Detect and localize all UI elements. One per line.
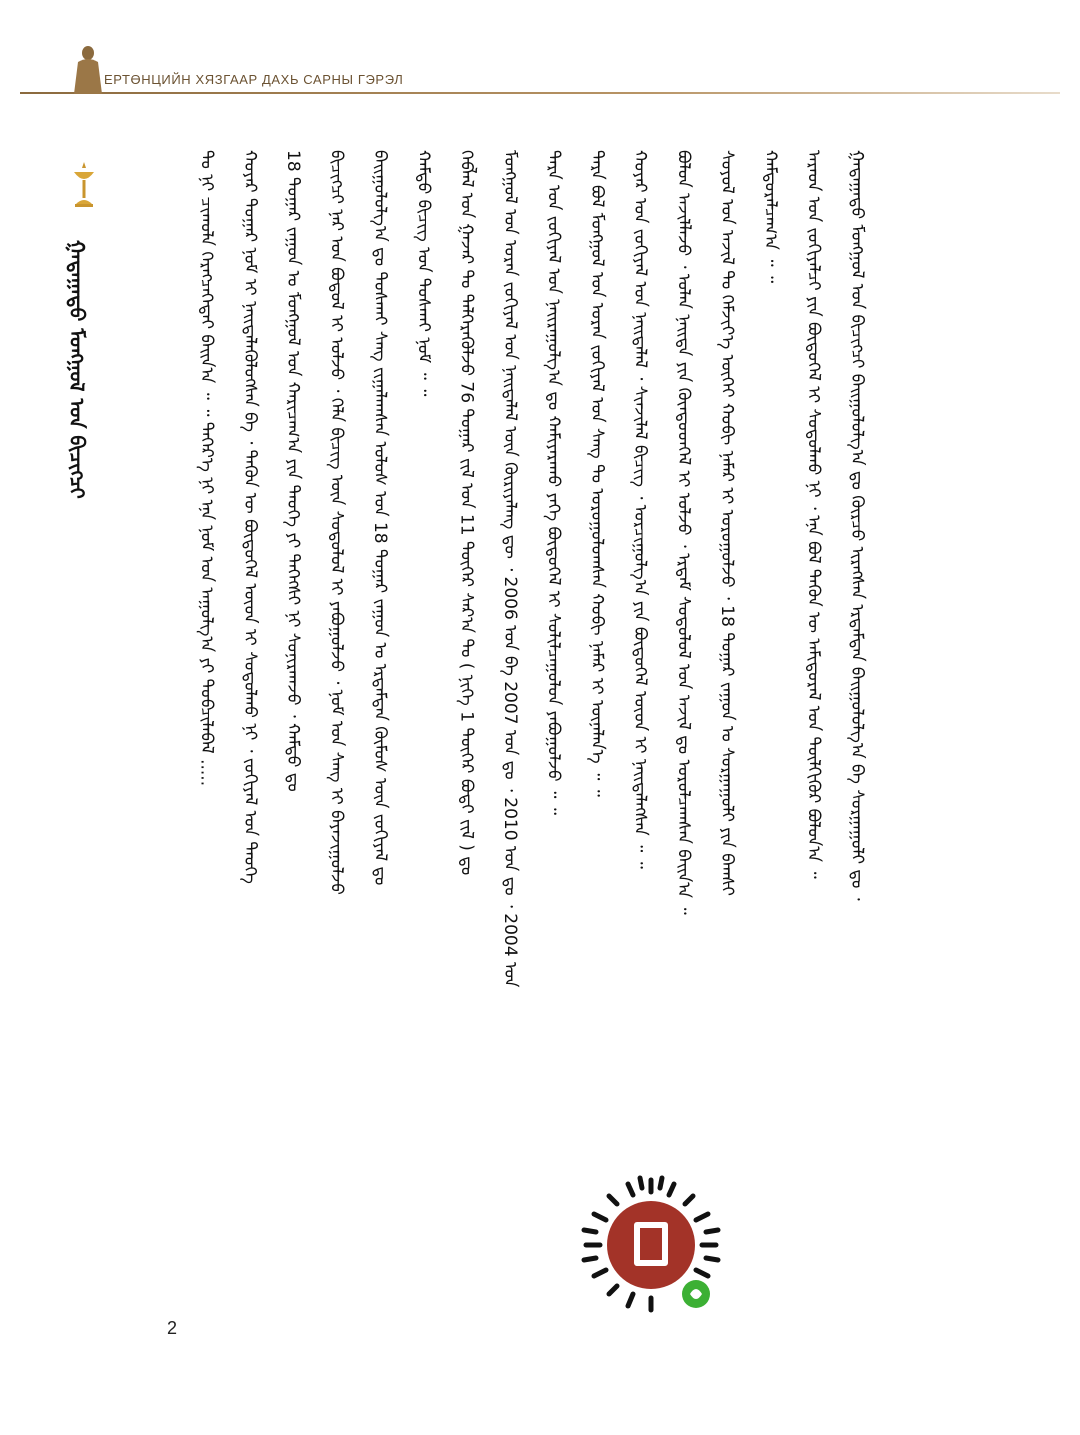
text-column: ᠬᠣᠶᠠᠷ ᠳᠤᠭᠠᠷ ᠨᠣᠮ ᠢ ᠨᠡᠢᠲᠡᠯᠡᠭᠦᠯᠦᠭᠰᠡᠨ ᠪᠠ ᠂ ᠲᠡᠭᠦᠨ ᠦ ᠪᠦᠲᠦᠭᠡᠯ ᠦᠳ ᠢ ᠰᠣᠳᠤᠯᠬᠤ ᠨᠢ ᠂ ᠵᠣᠬᠢᠶᠠᠯ ᠤᠨ ᠲᠡᠦᠬᠡ (239, 150, 260, 884)
text-column: ᠠᠷᠠᠳ ᠤᠨ ᠵᠣᠬᠢᠶᠠᠯᠴᠢ ᠶᠢᠨ ᠪᠦᠲᠦᠭᠡᠯ ᠢ ᠰᠣᠳᠤᠯᠬᠤ ᠨᠢ ᠂ ᠡᠨᠡ ᠪᠣᠯ ᠲᠡᠭᠦᠨ ᠦ ᠠᠮᠢᠳᠤᠷᠠᠯ ᠤᠨ ᠲᠦᠯᠬᠢᠭᠦᠷ ᠪᠣᠯᠤᠨ᠎ᠠ ᠃ (803, 150, 824, 879)
text-column: ᠮᠣᠩᠭᠤᠯ ᠤᠨ ᠤᠷᠠᠨ ᠵᠣᠬᠢᠶᠠᠯ ᠤᠨ ᠨᠡᠢᠲᠡᠯᠡᠯ ᠦᠨ ᠬᠦᠷᠢᠶᠡᠯᠡᠩ ᠳᠦ ᠂ 2006 ᠣᠨ ᠪᠠ 2007 ᠣᠨ ᠳᠤ ᠂ 2010 ᠣᠨ ᠳᠤ ᠂ 2004 ᠣᠨ (500, 150, 520, 988)
running-title: ЕРТӨНЦИЙН ХЯЗГААР ДАХЬ САРНЫ ГЭРЭЛ (104, 72, 404, 87)
header-rule (20, 92, 1060, 94)
text-column: ᠰᠣᠶᠣᠯ ᠤᠨ ᠠᠵᠢᠯ ᠲᠤ ᠬᠡᠮᠵᠢᠶ᠎ᠡ ᠦᠭᠡᠢ ᠬᠤᠪᠢ ᠨᠡᠮᠡᠷ ᠢ ᠣᠷᠣᠭᠤᠯᠵᠤ ᠂ 18 ᠳᠤᠭᠠᠷ ᠵᠠᠭᠤᠨ ᠤ ᠰᠤᠷᠭᠠᠭᠤᠯᠢ ᠶᠢᠨ ᠪᠠᠭᠰᠢ (716, 150, 737, 896)
page-number: 2 (167, 1318, 178, 1338)
text-column: ᠬᠠᠮᠲᠤᠷᠠᠯᠴᠠᠭ᠎ᠠ ᠃ ᠃ (760, 150, 781, 284)
text-column: ᠬᠡᠪᠯᠡᠯ ᠤᠨ ᠭᠠᠵᠠᠷ ᠲᠤ ᠳᠡᠯᠭᠡᠷᠡᠭᠦᠯᠵᠦ 76 ᠳᠤᠭᠠᠷ ᠵᠢᠯ ᠤᠨ 11 ᠳᠦᠭᠡᠷ ᠰᠠᠷ᠎ᠠ ᠲᠤ ( ᠨᠢᠭᠡ 1 ᠳᠦᠭᠡᠷ ᠪᠣᠳᠢ ᠵᠢᠯ ) ᠳᠤ (456, 150, 477, 876)
text-column: ᠪᠠᠢᠭᠤᠯᠤᠯᠭ᠎ᠠ ᠳᠤ ᠲᠤᠰᠬᠠᠢ ᠰᠠᠩ ᠵᠢᠭᠠᠯᠠᠭᠰᠠᠨ ᠤᠯᠤᠰ ᠤᠨ 18 ᠳᠤᠭᠠᠷ ᠵᠠᠭᠤᠨ ᠤ ᠡᠷᠳᠡᠮᠲᠡᠨ ᠬᠦᠮᠦᠰ ᠦᠨ ᠵᠣᠬᠢᠶᠠᠯ ᠳᠤ (369, 150, 390, 886)
text-column: ᠪᠢᠴᠢᠭᠴᠢ ᠨᠠᠷ ᠤᠨ ᠪᠣᠳᠤᠯ ᠢ ᠣᠯᠵᠤ ᠂ ᠬᠡᠯᠡ ᠪᠢᠴᠢᠭ᠌ ᠦᠨ ᠰᠤᠳᠤᠯᠤᠯ ᠢ ᠶᠠᠪᠤᠭᠤᠯᠵᠤ ᠂ ᠨᠣᠮ ᠤᠨ ᠰᠠᠩ ᠢ ᠪᠠᠶᠠᠵᠢᠭᠤᠯᠵᠤ (326, 150, 347, 895)
mini-program-qr-code[interactable] (578, 1172, 724, 1318)
text-column: 18 ᠳᠤᠭᠠᠷ ᠵᠠᠭᠤᠨ ᠤ ᠮᠣᠩᠭᠤᠯ ᠤᠨ ᠬᠠᠷᠢᠴᠠᠭ᠎ᠠ ᠶᠢᠨ ᠲᠡᠦᠬᠡ ᠶᠢ ᠳᠡᠭᠡᠭᠰᠢ ᠨᠢ ᠰᠣᠨᠢᠷᠬᠠᠵᠤ ᠂ ᠬᠠᠮᠲᠤ ᠳᠤ (283, 150, 304, 792)
text-column: ᠬᠠᠮᠲᠤ ᠪᠢᠴᠢᠭ᠌ ᠤᠨ ᠲᠤᠰᠬᠠᠢ ᠨᠣᠮ ᠃ ᠃ (413, 150, 434, 397)
text-column: ᠲᠡᠷᠡ ᠤᠨ ᠵᠣᠬᠢᠶᠠᠯ ᠤᠨ ᠨᠠᠢᠷᠠᠭᠤᠯᠭ᠎ᠠ ᠳᠤ ᠬᠠᠮᠢᠶᠠᠷᠠᠬᠤ ᠶᠡᠬᠡ ᠪᠦᠲᠦᠭᠡᠯ ᠢ ᠰᠣᠯᠢᠯᠴᠠᠭᠤᠯᠤᠨ ᠶᠠᠪᠤᠭᠤᠯᠵᠤ ᠃ ᠃ (543, 150, 564, 815)
statue-logo-icon (70, 44, 106, 96)
book-title-vertical: ᠭᠠᠳᠠᠭᠠᠳᠤ ᠮᠣᠩᠭᠤᠯ ᠤᠨ ᠪᠢᠴᠢᠭᠴᠢ (65, 240, 89, 499)
text-column: ᠪᠣᠯᠤᠨ ᠠᠵᠢᠯᠯᠠᠵᠤ ᠂ ᠣᠯᠠᠨ ᠨᠡᠢᠲᠡ ᠶᠢᠨ ᠬᠦᠨᠳᠦᠳᠭᠡᠯ ᠢ ᠣᠯᠵᠤ ᠂ ᠡᠷᠳᠡᠮ ᠰᠤᠳᠤᠯᠤᠯ ᠤᠨ ᠠᠵᠢᠯ ᠳᠤ ᠣᠷᠣᠯᠴᠠᠭᠰᠠᠨ ᠪᠠᠢᠨ᠎ᠠ ᠃ (673, 150, 694, 915)
text-column: ᠭᠠᠳᠠᠭᠠᠳᠤ ᠮᠣᠩᠭᠤᠯ ᠤᠨ ᠪᠢᠴᠢᠭᠴᠢ ᠪᠠᠢᠭᠤᠯᠤᠯᠭ᠎ᠠ ᠳᠤ ᠬᠦᠷᠴᠦ ᠢᠷᠡᠭᠰᠡᠨ ᠡᠷᠳᠡᠮᠲᠡᠨ ᠪᠠᠢᠭᠤᠯᠤᠯᠭ᠎ᠠ ᠪᠠ ᠰᠤᠷᠭᠠᠭᠤᠯᠢ ᠳᠤ ᠂ (847, 150, 867, 901)
vertical-text-body (150, 150, 870, 1310)
goblet-lamp-icon (70, 160, 98, 210)
text-column: ᠲᠡᠷᠡ ᠪᠣᠯ ᠮᠣᠩᠭᠤᠯ ᠤᠨ ᠤᠷᠠᠨ ᠵᠣᠬᠢᠶᠠᠯ ᠤᠨ ᠰᠠᠩ ᠲᠤ ᠣᠷᠣᠭᠤᠯᠤᠭᠰᠠᠨ ᠬᠤᠪᠢ ᠨᠡᠮᠡᠷ ᠢ ᠦᠨᠡᠯᠡᠨ᠎ᠡ ᠃ ᠃ (586, 150, 607, 797)
text-column: ᠲᠤ ᠨᠢ ᠴᠢᠬᠤᠯᠠ ᠬᠡᠷᠡᠭᠴᠡᠭᠡᠲᠡᠢ ᠪᠠᠢᠨ᠎ᠠ ᠃ ᠃ ᠳᠡᠭᠡᠷ᠎ᠡ ᠨᠢ ᠡᠨᠡ ᠨᠣᠮ ᠤᠨ ᠠᠭᠤᠯᠭ᠎ᠠ ᠶᠢ ᠲᠣᠪᠴᠢᠯᠠᠪᠠᠯ ..... (196, 150, 217, 787)
text-column: ᠬᠣᠶᠠᠷ ᠤᠨ ᠵᠣᠬᠢᠶᠠᠯ ᠤᠨ ᠨᠡᠢᠲᠡᠯᠡᠯ ᠂ ᠰᠢᠨᠵᠢᠯᠡᠯ ᠪᠢᠴᠢᠭ ᠂ ᠣᠷᠴᠢᠭᠤᠯᠭ᠎ᠠ ᠶᠢᠨ ᠪᠦᠲᠦᠭᠡᠯ ᠦᠳ ᠢ ᠨᠡᠢᠲᠡᠯᠡᠭᠰᠡᠨ ᠃ ᠃ (630, 150, 651, 869)
text-column (150, 150, 176, 1310)
